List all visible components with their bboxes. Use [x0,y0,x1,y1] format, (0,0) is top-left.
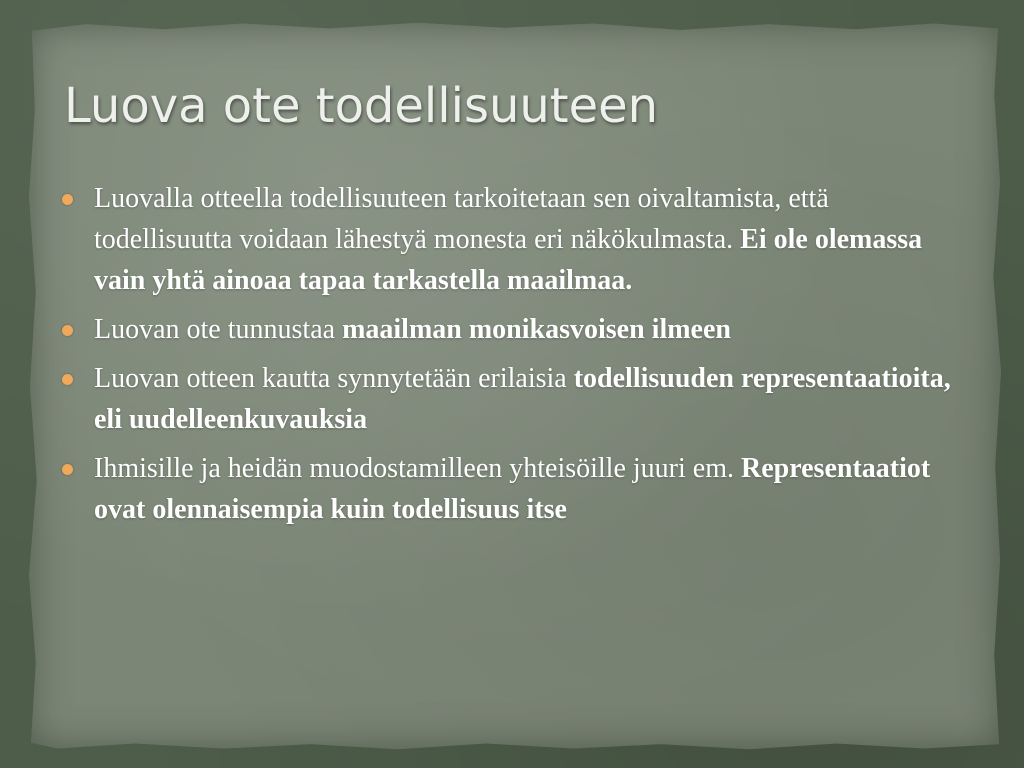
bullet-dot-icon [62,464,73,475]
bullet-bold-text: maailman monikasvoisen ilmeen [342,314,731,345]
bullet-item [60,309,960,350]
bullet-dot-icon [62,325,73,336]
bullet-bold-text: Ei ole olemassa vain yhtä ainoaa tapaa tarkastella maailmaa. [94,224,923,296]
bullet-item [60,448,960,530]
bullet-bold-text: todellisuuden representaatioita, eli uudelleenkuvauksia [94,363,951,435]
bullet-list [60,178,960,538]
bullet-dot-icon [62,194,73,205]
bullet-bold-text: Representaatiot ovat olennaisempia kuin todellisuus itse [94,453,931,525]
bullet-text: Luovalla otteella todellisuuteen tarkoitetaan sen oivaltamista, että todellisuutta voidaan lähestyä monesta eri näkökulmasta. [94,183,829,255]
bullet-dot-icon [62,374,73,385]
bullet-text: Luovan ote tunnustaa [94,314,336,345]
bullet-item [60,178,960,301]
bullet-text: Ihmisille ja heidän muodostamilleen yhteisöille juuri em. [94,453,734,484]
bullet-text: Luovan otteen kautta synnytetään erilaisia [94,363,567,394]
slide-title: Luova ote todellisuuteen [64,78,659,134]
bullet-item [60,358,960,440]
